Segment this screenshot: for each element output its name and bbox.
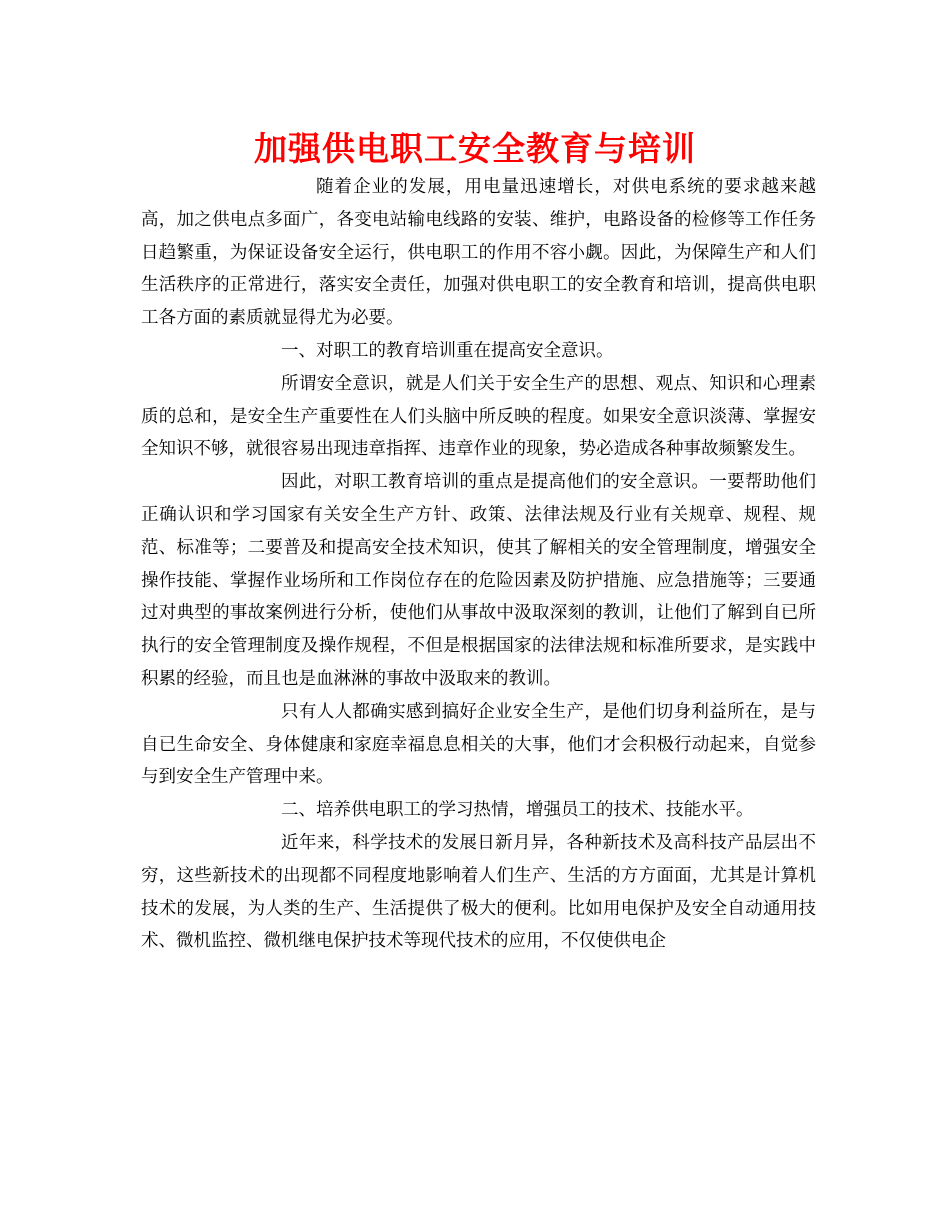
- document-title: 加强供电职工安全教育与培训: [254, 129, 696, 168]
- paragraph-training-focus: 因此，对职工教育培训的重点是提高他们的安全意识。一要帮助他们正确认识和学习国家有关安全生产方针、政策、法律法规及行业有关规章、规程、规范、标准等；二要普及和提高安全技术知识，使其了解相关的安全管理制度，增强安全操作技能、掌握作业场所和工作岗位存在的危险因素及防护措施、应急措施等；三要通过对典型的事故案例进行分析，使他们从事故中汲取深刻的教训，让他们了解到自已所执行的安全管理制度及操作规程，不但是根据国家的法律法规和标准所要求，是实践中积累的经验，而且也是血淋淋的事故中汲取来的教训。: [141, 472, 816, 689]
- paragraph-participation: 只有人人都确实感到搞好企业安全生产，是他们切身利益所在，是与自已生命安全、身体健康和家庭幸福息息相关的大事，他们才会积极行动起来，自觉参与到安全生产管理中来。: [141, 701, 816, 788]
- document-body: [141, 171, 816, 958]
- paragraph-safety-awareness: 所谓安全意识，就是人们关于安全生产的思想、观点、知识和心理素质的总和，是安全生产重要性在人们头脑中所反映的程度。如果安全意识淡薄、掌握安全知识不够，就很容易出现违章指挥、违章作业的现象，势必造成各种事故频繁发生。: [141, 373, 816, 460]
- paragraph-intro: 随着企业的发展，用电量迅速增长，对供电系统的要求越来越高，加之供电点多面广，各变电站输电线路的安装、维护，电路设备的检修等工作任务日趋繁重，为保证设备安全运行，供电职工的作用不容小觑。因此，为保障生产和人们生活秩序的正常进行，落实安全责任，加强对供电职工的安全教育和培训，提高供电职工各方面的素质就显得尤为必要。: [141, 177, 816, 329]
- section-heading-1: 一、对职工的教育培训重在提高安全意识。: [281, 340, 614, 361]
- section-heading-2: 二、培养供电职工的学习热情，增强员工的技术、技能水平。: [281, 800, 754, 821]
- paragraph-technology: 近年来，科学技术的发展日新月异，各种新技术及高科技产品层出不穷，这些新技术的出现都不同程度地影响着人们生产、生活的方方面面，尤其是计算机技术的发展，为人类的生产、生活提供了极大的便利。比如用电保护及安全自动通用技术、微机监控、微机继电保护技术等现代技术的应用，不仅使供电企: [141, 832, 816, 952]
